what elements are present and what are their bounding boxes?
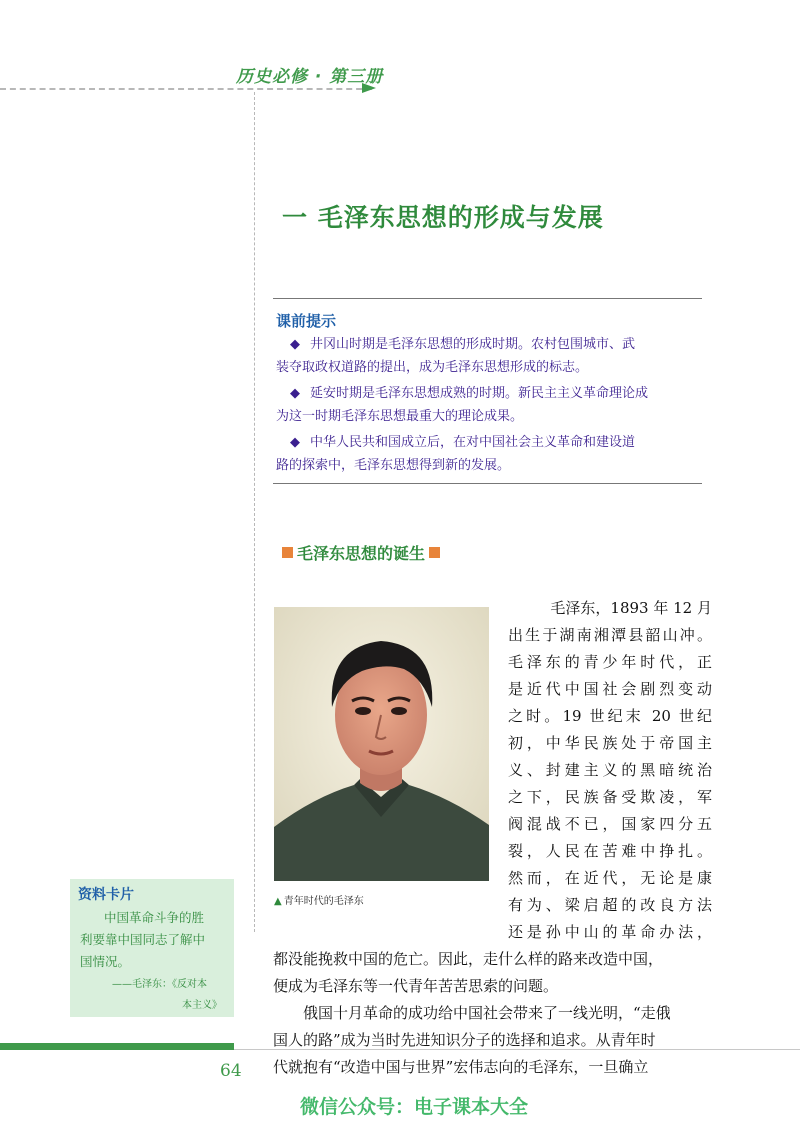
watermark-text: 微信公众号：电子课本大全 (300, 1096, 529, 1118)
preview-heading: 课前提示 (276, 312, 337, 330)
preview-item-text: 为这一时期毛泽东思想最重大的理论成果。 (276, 409, 524, 424)
data-card-source: 本主义》 (182, 1000, 222, 1011)
orange-square-icon (429, 547, 440, 558)
body-line: 是近代中国社会剧烈变动 (508, 680, 712, 698)
data-card-text: 利要靠中国同志了解中 (80, 932, 206, 947)
preview-bottom-rule (273, 483, 702, 484)
footer-rule (234, 1049, 800, 1050)
diamond-bullet-icon: ◆ (290, 386, 300, 401)
data-card-title: 资料卡片 (78, 887, 134, 903)
triangle-marker-icon: ▲ (274, 896, 282, 907)
header-dashed-rule (0, 88, 372, 90)
body-line: 之时。19 世纪末 20 世纪 (508, 707, 712, 725)
preview-top-rule (273, 298, 702, 299)
body-line: 便成为毛泽东等一代青年苦苦思索的问题。 (273, 977, 559, 995)
body-line: 裂，人民在苦难中挣扎。 (508, 842, 712, 860)
body-line: 毛泽东的青少年时代，正 (508, 653, 712, 671)
section-title: 一 毛泽东思想的形成与发展 (282, 203, 604, 232)
diamond-bullet-icon: ◆ (290, 435, 300, 450)
portrait-illustration (274, 607, 489, 881)
preview-item-text: 装夺取政权道路的提出，成为毛泽东思想形成的标志。 (276, 360, 589, 375)
header-arrow-icon (362, 83, 376, 93)
body-line: 之下，民族备受欺凌，军 (508, 788, 712, 806)
body-line: 义、封建主义的黑暗统治 (508, 761, 712, 779)
margin-dashed-rule (254, 92, 255, 932)
footer-green-bar (0, 1043, 234, 1050)
preview-item-text: 延安时期是毛泽东思想成熟的时期。新民主主义革命理论成 (310, 386, 649, 401)
body-line: 都没能挽救中国的危亡。因此，走什么样的路来改造中国， (273, 950, 664, 968)
preview-item (276, 382, 702, 428)
body-line: 有为、梁启超的改良方法 (508, 896, 712, 914)
diamond-bullet-icon: ◆ (290, 337, 300, 352)
body-line: 国人的路”成为当时先进知识分子的选择和追求。从青年时 (273, 1031, 656, 1049)
body-line: 毛泽东，1893 年 12 月 (550, 599, 712, 617)
data-card-text: 国情况。 (80, 954, 131, 969)
preview-item-text: 井冈山时期是毛泽东思想的形成时期。农村包围城市、武 (310, 337, 636, 352)
preview-item-text: 路的探索中，毛泽东思想得到新的发展。 (276, 458, 511, 473)
running-header-title: 历史必修 · 第三册 (236, 67, 384, 87)
figure-caption (274, 892, 364, 907)
page-number: 64 (220, 1061, 242, 1081)
preview-item (276, 431, 702, 477)
orange-square-icon (282, 547, 293, 558)
body-line: 出生于湖南湘潭县韶山冲。 (508, 626, 712, 644)
preview-item (276, 333, 702, 379)
figure-caption-text: 青年时代的毛泽东 (283, 896, 364, 907)
subsection-title (278, 541, 444, 564)
preview-item-text: 中华人民共和国成立后，在对中国社会主义革命和建设道 (310, 435, 636, 450)
subsection-title-text: 毛泽东思想的诞生 (297, 544, 426, 563)
data-card-source: ——毛泽东：《反对本 (112, 979, 207, 990)
portrait-image (274, 607, 489, 881)
body-line: 阀混战不已，国家四分五 (508, 815, 712, 833)
body-line: 然而，在近代，无论是康 (508, 869, 712, 887)
body-line: 还是孙中山的革命办法， (508, 923, 712, 941)
body-line: 初，中华民族处于帝国主 (508, 734, 712, 752)
data-card-text: 中国革命斗争的胜 (104, 910, 205, 925)
body-line: 俄国十月革命的成功给中国社会带来了一线光明，“走俄 (303, 1004, 671, 1022)
body-line: 代就抱有“改造中国与世界”宏伟志向的毛泽东，一旦确立 (273, 1058, 649, 1076)
